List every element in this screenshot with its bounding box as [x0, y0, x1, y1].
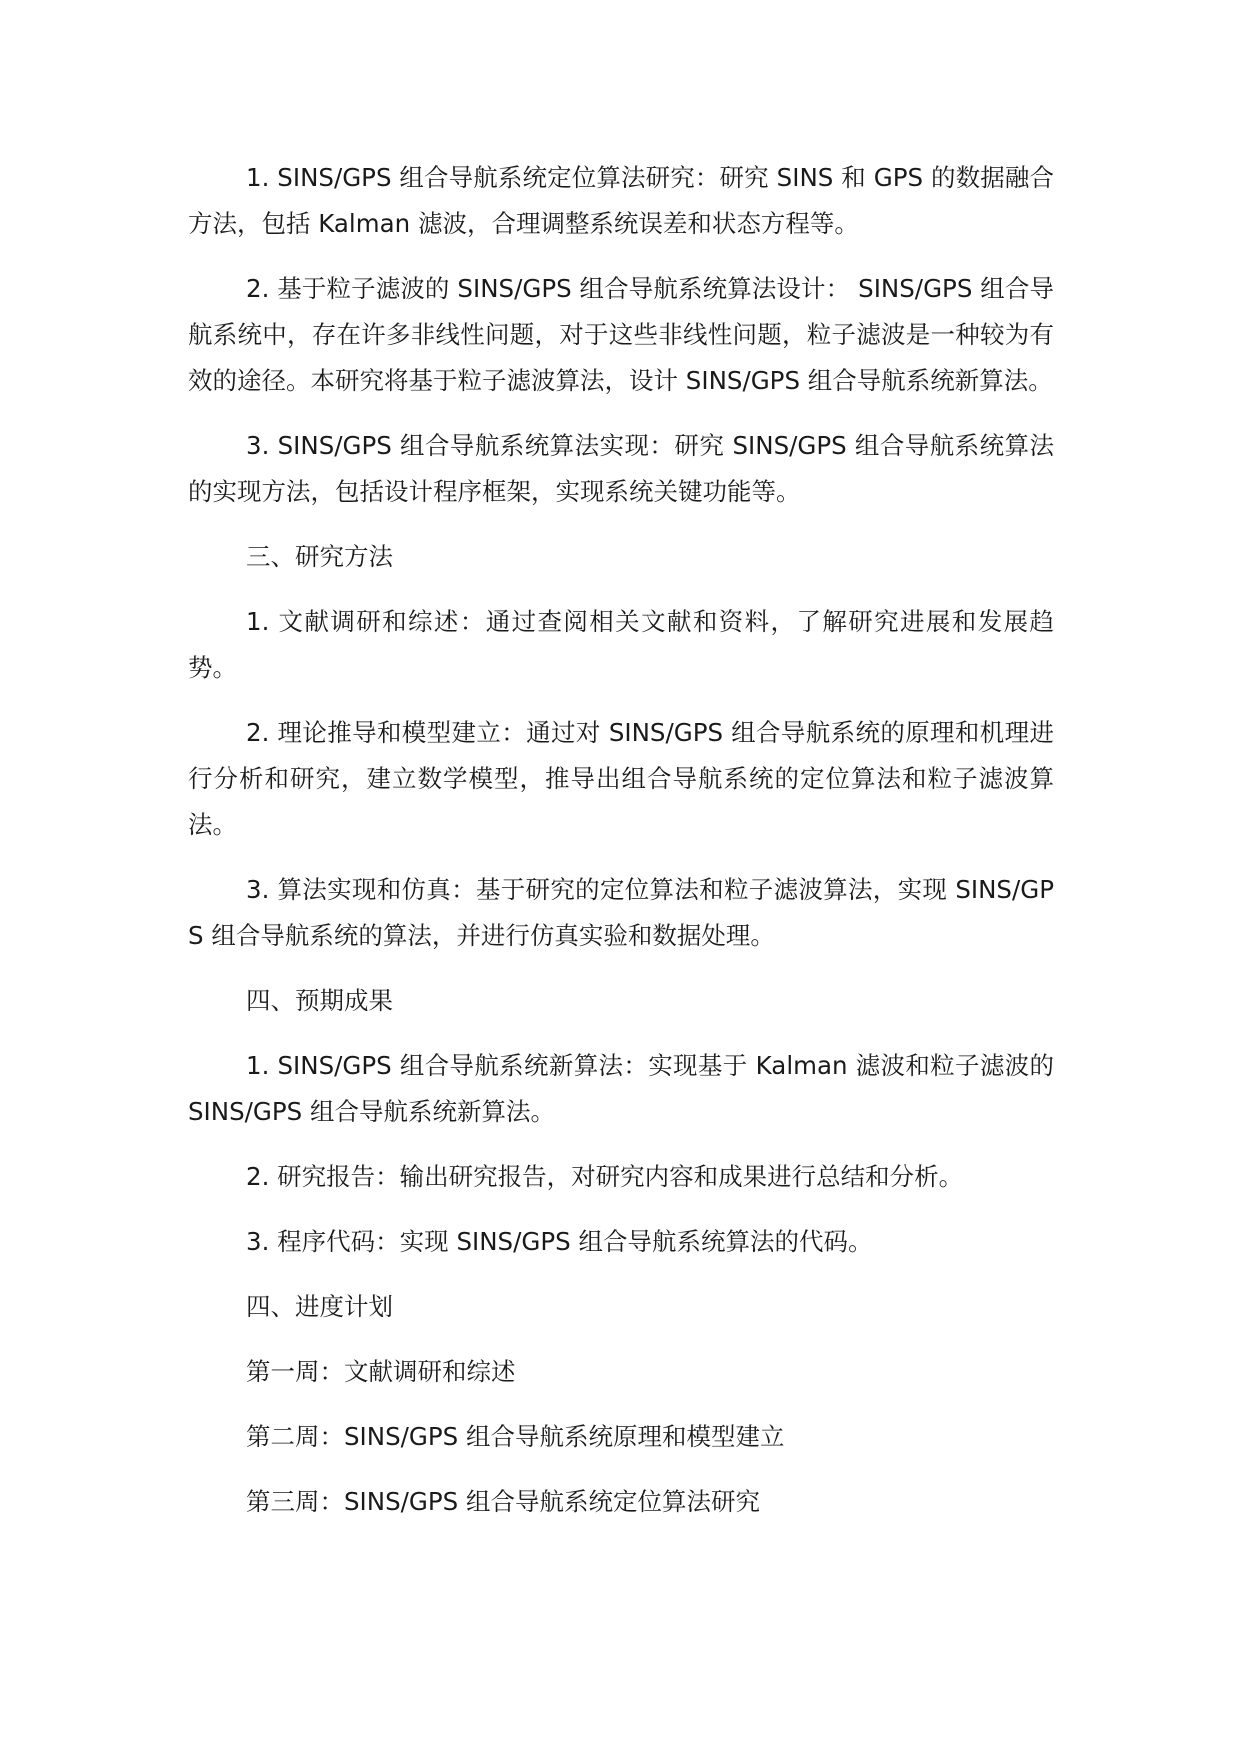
paragraph-method-1: 1. 文献调研和综述：通过查阅相关文献和资料，了解研究进展和发展趋势。 — [188, 607, 1054, 682]
schedule-week-2: 第二周：SINS/GPS 组合导航系统原理和模型建立 — [246, 1422, 785, 1451]
section-heading-schedule: 四、进度计划 — [246, 1292, 393, 1321]
paragraph-result-2: 2. 研究报告：输出研究报告，对研究内容和成果进行总结和分析。 — [246, 1162, 964, 1191]
section-heading-research-methods: 三、研究方法 — [246, 542, 393, 571]
document-page — [188, 155, 1054, 1525]
paragraph-method-2: 2. 理论推导和模型建立：通过对 SINS/GPS 组合导航系统的原理和机理进行分析和研究，建立数学模型，推导出组合导航系统的定位算法和粒子滤波算法。 — [188, 718, 1054, 839]
schedule-week-3: 第三周：SINS/GPS 组合导航系统定位算法研究 — [246, 1487, 761, 1516]
schedule-week-1: 第一周：文献调研和综述 — [246, 1357, 516, 1386]
paragraph-research-content-2: 2. 基于粒子滤波的 SINS/GPS 组合导航系统算法设计： SINS/GPS 组合导航系统中，存在许多非线性问题，对于这些非线性问题，粒子滤波是一种较为有效的途径。本研究将基于粒子滤波算法，设计 SINS/GPS 组合导航系统新算法。 — [188, 274, 1054, 395]
section-heading-expected-results: 四、预期成果 — [246, 986, 393, 1015]
paragraph-result-1: 1. SINS/GPS 组合导航系统新算法：实现基于 Kalman 滤波和粒子滤波的 SINS/GPS 组合导航系统新算法。 — [188, 1051, 1054, 1126]
paragraph-research-content-1: 1. SINS/GPS 组合导航系统定位算法研究：研究 SINS 和 GPS 的数据融合方法，包括 Kalman 滤波，合理调整系统误差和状态方程等。 — [188, 163, 1054, 238]
paragraph-result-3: 3. 程序代码：实现 SINS/GPS 组合导航系统算法的代码。 — [246, 1227, 873, 1256]
paragraph-method-3: 3. 算法实现和仿真：基于研究的定位算法和粒子滤波算法，实现 SINS/GPS 组合导航系统的算法，并进行仿真实验和数据处理。 — [188, 875, 1054, 950]
paragraph-research-content-3: 3. SINS/GPS 组合导航系统算法实现：研究 SINS/GPS 组合导航系统算法的实现方法，包括设计程序框架，实现系统关键功能等。 — [188, 431, 1054, 506]
